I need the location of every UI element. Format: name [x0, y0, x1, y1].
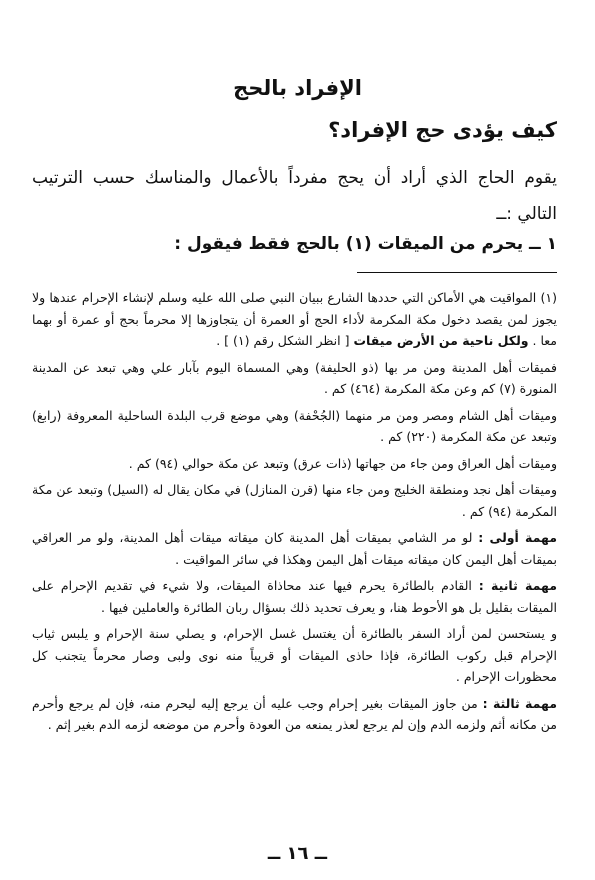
- footnote-sham: وميقات أهل الشام ومصر ومن مر منهما (الجُحْفة) وهي موضع قرب البلدة الساحلية المعروفة (رابغ) وتبعد عن مكة المكرمة (٢٢٠) كم .: [32, 407, 557, 444]
- note-text: لو مر الشامي بميقات أهل المدينة كان ميقاته ميقات أهل المدينة، ولو مر العراقي بميقات أهل اليمن كان ميقاته ميقات أهل اليمن وهكذا في سائر المواقيت .: [32, 530, 557, 567]
- note-first: [32, 527, 557, 570]
- footnote-airplane: و يستحسن لمن أراد السفر بالطائرة أن يغتسل غسل الإحرام، و يصلي سنة الإحرام و يلبس ثياب الإحرام قبل ركوب الطائرة، فإذا حاذى الميقات أو قريباً منه نوى ولبى وصار محرماً يتجنب كل محظورات الإحرام .: [32, 626, 557, 684]
- note-text: من جاوز الميقات بغير إحرام وجب عليه أن يرجع إليه ليحرم منه، فإن لم يرجع وأحرم من مكانه أثم ولزمه الدم وإن لم يرجع لعذر يمنعه من العودة وأحرم من موضعه لزمه الدم بغير إثم .: [32, 695, 557, 732]
- note-third: [32, 693, 557, 736]
- note-label: مهمة أولى :: [478, 530, 557, 545]
- footnote-najd: وميقات أهل نجد ومنطقة الخليج ومن جاء منها (قرن المنازل) في مكان يقال له (السيل) وتبعد عن مكة المكرمة (٩٤) كم .: [32, 482, 557, 519]
- footnote-miqat-definition: [32, 287, 557, 352]
- footnote-text: (١) المواقيت هي الأماكن التي حددها الشارع ببيان النبي صلى الله عليه وسلم لإنشاء الإحرام عندها ولا يجوز لمن يقصد دخول مكة المكرمة لأداء الحج أو العمرة أن يتجاوزها إلا محرماً بحج أو عمرة أو بهما معا .: [32, 290, 557, 348]
- step-1-heading: ١ ــ يحرم من الميقات (١) بالحج فقط فيقول :: [174, 234, 557, 254]
- note-second: [32, 575, 557, 618]
- footnote-separator: [357, 272, 557, 273]
- page-title: الإفراد بالحج: [233, 76, 362, 100]
- note-label: مهمة ثانية :: [478, 578, 557, 593]
- page-number: ــ ١٦ ــ: [267, 843, 328, 864]
- intro-paragraph: يقوم الحاج الذي أراد أن يحج مفرداً بالأعمال والمناسك حسب الترتيب التالي :ــ: [32, 168, 557, 224]
- note-text: القادم بالطائرة يحرم فيها عند محاذاة الميقات، ولا شيء في تقديم الإحرام على الميقات بقليل بل هو الأحوط هنا، و يعرف تحديد ذلك بسؤال ربان الطائرة والعاملين فيها .: [32, 578, 557, 615]
- footnotes-section: [32, 287, 557, 741]
- note-label: مهمة ثالثة :: [482, 695, 557, 711]
- footnote-madinah: فميقات أهل المدينة ومن مر بها (ذو الحليفة) وهي المسماة اليوم بآبار علي وهي تبعد عن المدينة المنورة (٧) كم وعن مكة المكرمة (٤٦٤) كم .: [32, 359, 557, 396]
- footnote-bold-text: ولكل ناحية من الأرض ميقات: [353, 333, 529, 348]
- figure-reference: [ انظر الشكل رقم (١) ] .: [216, 333, 350, 348]
- section-heading: كيف يؤدى حج الإفراد؟: [328, 118, 557, 142]
- footnote-iraq: وميقات أهل العراق ومن جاء من جهاتها (ذات عرق) وتبعد عن مكة حوالي (٩٤) كم .: [128, 455, 557, 471]
